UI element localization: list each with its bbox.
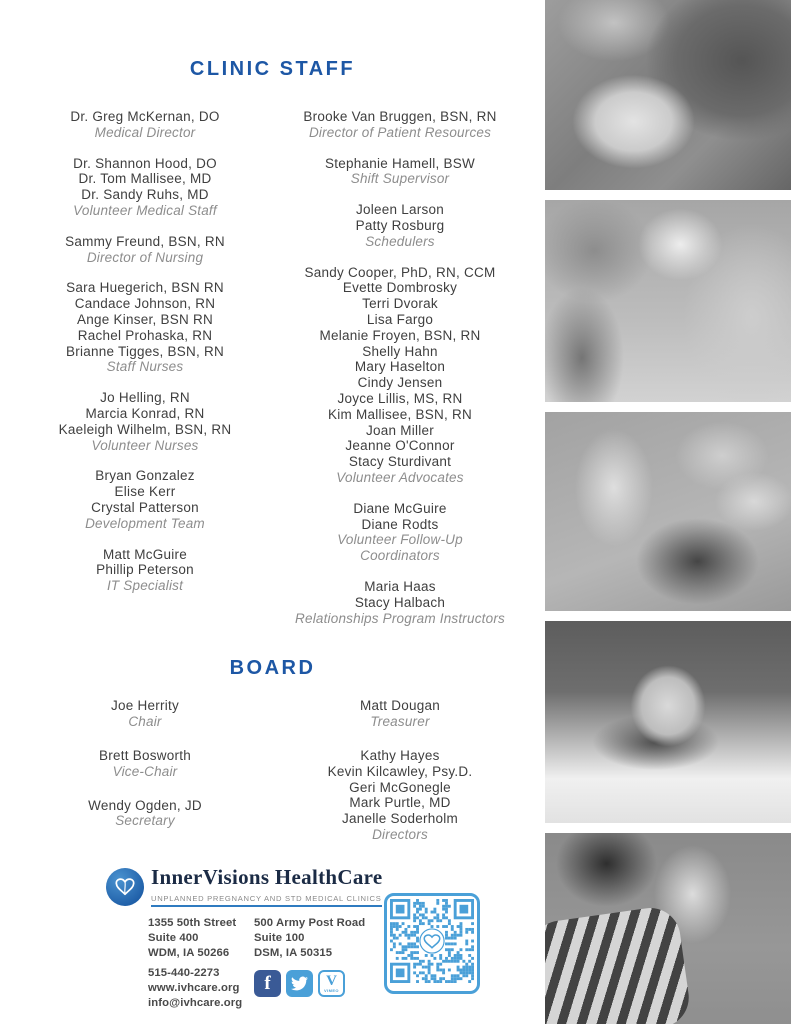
staff-column-2 [262, 109, 538, 641]
person-name: Rachel Prohaska, RN [77, 327, 213, 343]
person-name: Brianne Tigges, BSN, RN [65, 343, 225, 359]
person-name: Joleen Larson [355, 202, 445, 218]
facebook-icon[interactable] [254, 970, 281, 997]
person-name: Wendy Ogden, JD [88, 797, 202, 813]
person-name: Shelly Hahn [362, 343, 438, 359]
staff-group [28, 280, 262, 375]
person-name: Ange Kinser, BSN RN [76, 311, 214, 327]
board-column-1 [28, 698, 262, 860]
person-name: Kathy Hayes [360, 747, 440, 763]
address-line: WDM, IA 50266 [148, 946, 230, 959]
board-group [28, 798, 262, 830]
photo-mother-sleeping-baby [545, 0, 791, 190]
vimeo-label: VIMEO [324, 987, 339, 993]
person-role: IT Specialist [106, 578, 184, 594]
person-name: Stacy Halbach [354, 594, 446, 610]
person-name: Terri Dvorak [362, 296, 438, 312]
staff-group [28, 547, 262, 594]
person-name: Bryan Gonzalez [95, 468, 195, 484]
person-name: Sandy Cooper, PhD, RN, CCM [304, 264, 496, 280]
person-name: Joe Herrity [110, 698, 179, 714]
staff-group [28, 156, 262, 219]
person-name: Stephanie Hamell, BSW [324, 155, 476, 171]
person-name: Diane Rodts [361, 516, 439, 532]
twitter-icon[interactable] [286, 970, 313, 997]
person-name: Melanie Froyen, BSN, RN [319, 327, 481, 343]
board-group [262, 698, 538, 730]
org-logo-text [151, 866, 383, 907]
person-role: Relationships Program Instructors [295, 610, 505, 626]
person-name: Dr. Tom Mallisee, MD [78, 171, 212, 187]
person-name: Phillip Peterson [96, 562, 194, 578]
person-role: Treasurer [370, 714, 430, 730]
board-group [28, 698, 262, 730]
address-line: 500 Army Post Road [254, 917, 366, 929]
person-name: Kevin Kilcawley, Psy.D. [327, 763, 473, 779]
vimeo-icon[interactable] [318, 970, 345, 997]
person-role: Volunteer Medical Staff [73, 202, 217, 218]
person-role: Director of Nursing [86, 249, 204, 265]
board-group [28, 748, 262, 780]
person-name: Marcia Konrad, RN [85, 405, 205, 421]
contact-line[interactable]: info@ivhcare.org [148, 996, 243, 1009]
address-line: Suite 400 [148, 931, 199, 944]
staff-group [28, 390, 262, 453]
person-name: Kim Mallisee, BSN, RN [327, 406, 473, 422]
vimeo-letter: V [326, 972, 337, 989]
person-role: Directors [372, 826, 428, 842]
heart-logo-icon [106, 868, 144, 906]
person-role: Development Team [85, 515, 205, 531]
person-name: Dr. Shannon Hood, DO [73, 155, 217, 171]
staff-group [262, 265, 538, 486]
contact-line[interactable]: 515-440-2273 [148, 967, 220, 980]
person-role: Volunteer Nurses [91, 437, 199, 453]
person-name: Joyce Lillis, MS, RN [337, 390, 463, 406]
person-name: Dr. Greg McKernan, DO [70, 109, 220, 124]
person-name: Matt McGuire [102, 546, 187, 562]
person-name: Jeanne O'Connor [345, 438, 455, 454]
person-name: Jo Helling, RN [100, 390, 190, 406]
person-role: Schedulers [365, 233, 435, 249]
person-name: Matt Dougan [359, 698, 441, 714]
staff-group [28, 109, 262, 141]
staff-column-1 [28, 109, 262, 641]
person-role: Volunteer Advocates [336, 469, 464, 485]
person-name: Brett Bosworth [98, 747, 192, 763]
person-name: Maria Haas [364, 578, 436, 594]
person-role: Director of Patient Resources [308, 124, 492, 140]
person-role: Staff Nurses [106, 359, 184, 375]
person-role: Chair [128, 714, 162, 730]
photo-mother-newborn [545, 412, 791, 611]
person-name: Joan Miller [365, 422, 435, 438]
address-line: DSM, IA 50315 [254, 946, 333, 959]
contact-line[interactable]: www.ivhcare.org [148, 982, 240, 995]
board-group [262, 748, 538, 843]
person-role: Shift Supervisor [350, 171, 450, 187]
person-role: Vice-Chair [112, 763, 178, 779]
photo-woman-striped-shirt-toddler [545, 833, 791, 1024]
person-name: Candace Johnson, RN [74, 296, 216, 312]
person-name: Crystal Patterson [91, 499, 199, 515]
qr-code[interactable] [384, 893, 480, 994]
person-name: Dr. Sandy Ruhs, MD [81, 187, 209, 203]
person-name: Brooke Van Bruggen, BSN, RN [303, 109, 497, 124]
board-columns [0, 698, 545, 860]
board-heading: BOARD [229, 657, 316, 680]
person-name: Sammy Freund, BSN, RN [65, 233, 225, 249]
staff-group [28, 234, 262, 266]
facebook-letter: f [264, 972, 271, 994]
photo-family-outdoors [545, 200, 791, 402]
person-name: Mary Haselton [354, 359, 446, 375]
person-name: Patty Rosburg [355, 217, 445, 233]
staff-group [28, 468, 262, 531]
board-column-2 [262, 698, 538, 860]
staff-group [262, 579, 538, 626]
person-name: Stacy Sturdivant [348, 454, 452, 470]
clinic-staff-heading: CLINIC STAFF [189, 58, 356, 80]
person-name: Elise Kerr [114, 484, 176, 500]
person-name: Evette Dombrosky [342, 280, 458, 296]
person-name: Geri McGonegle [349, 779, 451, 795]
person-name: Sara Huegerich, BSN RN [66, 280, 224, 296]
staff-group [262, 501, 538, 564]
org-name: InnerVisions HealthCare [151, 865, 383, 889]
footer-address-1 [148, 916, 254, 1011]
person-name: Cindy Jensen [357, 375, 443, 391]
person-role: Secretary [115, 813, 175, 829]
staff-group [262, 156, 538, 188]
footer-contact [148, 966, 254, 1010]
staff-columns [0, 109, 545, 641]
org-tagline: UNPLANNED PREGNANCY AND STD MEDICAL CLINICS [151, 894, 382, 907]
person-name: Janelle Soderholm [341, 811, 459, 827]
person-name: Diane McGuire [353, 500, 447, 516]
social-icons [254, 970, 394, 997]
person-name: Lisa Fargo [366, 311, 434, 327]
striped-shirt-shape [545, 904, 693, 1024]
photo-strip [545, 0, 791, 1024]
person-role: Volunteer Follow-Up Coordinators [337, 532, 463, 564]
staff-group [262, 109, 538, 141]
person-name: Kaeleigh Wilhelm, BSN, RN [58, 421, 232, 437]
footer-address-2 [254, 916, 394, 1011]
person-role: Medical Director [94, 124, 196, 140]
footer-columns [148, 916, 545, 1011]
address-line: 1355 50th Street [148, 917, 237, 929]
photo-baby-fur-blanket [545, 621, 791, 823]
address-line: Suite 100 [254, 931, 305, 944]
footer [0, 866, 545, 1011]
staff-group [262, 202, 538, 249]
person-name: Mark Purtle, MD [349, 795, 451, 811]
